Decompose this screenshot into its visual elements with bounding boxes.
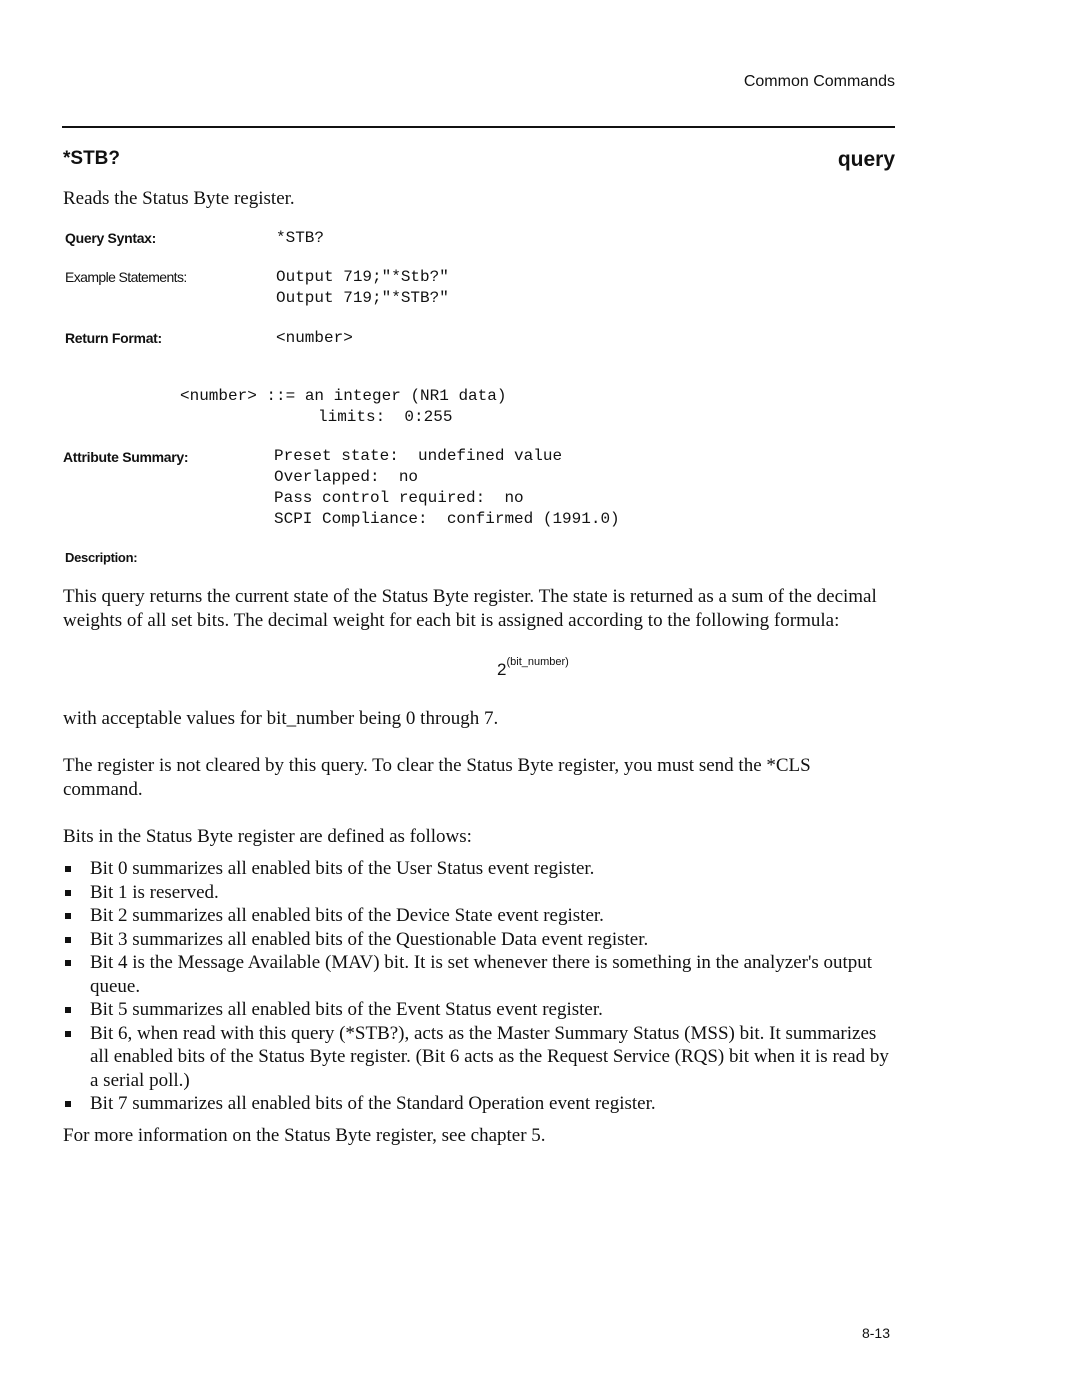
attribute-line: Preset state: undefined value bbox=[274, 447, 563, 465]
list-item: Bit 4 is the Message Available (MAV) bit. It is set whenever there is something in the analyzer's output queue. bbox=[63, 951, 893, 998]
return-format-value: <number> bbox=[276, 329, 353, 347]
query-syntax-value: *STB? bbox=[276, 229, 325, 247]
header-rule bbox=[62, 126, 895, 128]
description-paragraph: For more information on the Status Byte register, see chapter 5. bbox=[63, 1125, 546, 1146]
example-statements-label: Example Statements: bbox=[65, 269, 187, 285]
list-item: Bit 0 summarizes all enabled bits of the User Status event register. bbox=[63, 857, 893, 881]
bullet-icon bbox=[65, 1007, 71, 1013]
description-label: Description: bbox=[65, 550, 138, 565]
description-paragraph: with acceptable values for bit_number being 0 through 7. bbox=[63, 708, 499, 729]
list-item: Bit 5 summarizes all enabled bits of the Event Status event register. bbox=[63, 998, 893, 1022]
bullet-icon bbox=[65, 1031, 71, 1037]
return-format-definition: <number> ::= an integer (NR1 data) bbox=[180, 387, 507, 405]
return-format-limits: limits: 0:255 bbox=[318, 408, 453, 426]
bullet-icon bbox=[65, 866, 71, 872]
example-statement: Output 719;"*Stb?" bbox=[276, 268, 449, 286]
list-item: Bit 7 summarizes all enabled bits of the Standard Operation event register. bbox=[63, 1092, 893, 1116]
attribute-summary-list bbox=[274, 446, 620, 530]
attribute-summary-label: Attribute Summary: bbox=[63, 449, 189, 465]
attribute-line: SCPI Compliance: confirmed (1991.0) bbox=[274, 510, 620, 528]
example-statement: Output 719;"*STB?" bbox=[276, 289, 449, 307]
command-type: query bbox=[837, 148, 895, 171]
list-item: Bit 3 summarizes all enabled bits of the Questionable Data event register. bbox=[63, 928, 893, 952]
command-summary: Reads the Status Byte register. bbox=[63, 188, 295, 209]
formula-exponent: (bit_number) bbox=[506, 656, 569, 668]
formula-base: 2 bbox=[497, 660, 507, 679]
bullet-icon bbox=[65, 937, 71, 943]
description-paragraph: Bits in the Status Byte register are defined as follows: bbox=[63, 826, 472, 847]
bit-list bbox=[63, 857, 893, 1116]
bullet-icon bbox=[65, 1101, 71, 1107]
bullet-icon bbox=[65, 890, 71, 896]
bullet-icon bbox=[65, 960, 71, 966]
command-title: *STB? bbox=[63, 148, 120, 169]
list-item: Bit 6, when read with this query (*STB?), acts as the Master Summary Status (MSS) bit. It summarizes all enabled bits of the Status Byte register. (Bit 6 acts as the Request Service (RQS) bit when it is read by a serial poll.) bbox=[63, 1022, 893, 1093]
bullet-icon bbox=[65, 913, 71, 919]
formula bbox=[497, 656, 569, 680]
query-syntax-label: Query Syntax: bbox=[65, 230, 157, 246]
list-item: Bit 1 is reserved. bbox=[63, 881, 893, 905]
section-header: Common Commands bbox=[743, 73, 895, 90]
return-format-label: Return Format: bbox=[65, 330, 162, 346]
description-paragraph: This query returns the current state of the Status Byte register. The state is returned as a sum of the decimal weights of all set bits. The decimal weight for each bit is assigned according to the following formula: bbox=[63, 586, 877, 631]
attribute-line: Pass control required: no bbox=[274, 489, 524, 507]
description-paragraph: The register is not cleared by this query. To clear the Status Byte register, you must send the *CLS command. bbox=[63, 755, 811, 800]
attribute-line: Overlapped: no bbox=[274, 468, 419, 486]
list-item: Bit 2 summarizes all enabled bits of the Device State event register. bbox=[63, 904, 893, 928]
page-number: 8-13 bbox=[861, 1325, 890, 1341]
